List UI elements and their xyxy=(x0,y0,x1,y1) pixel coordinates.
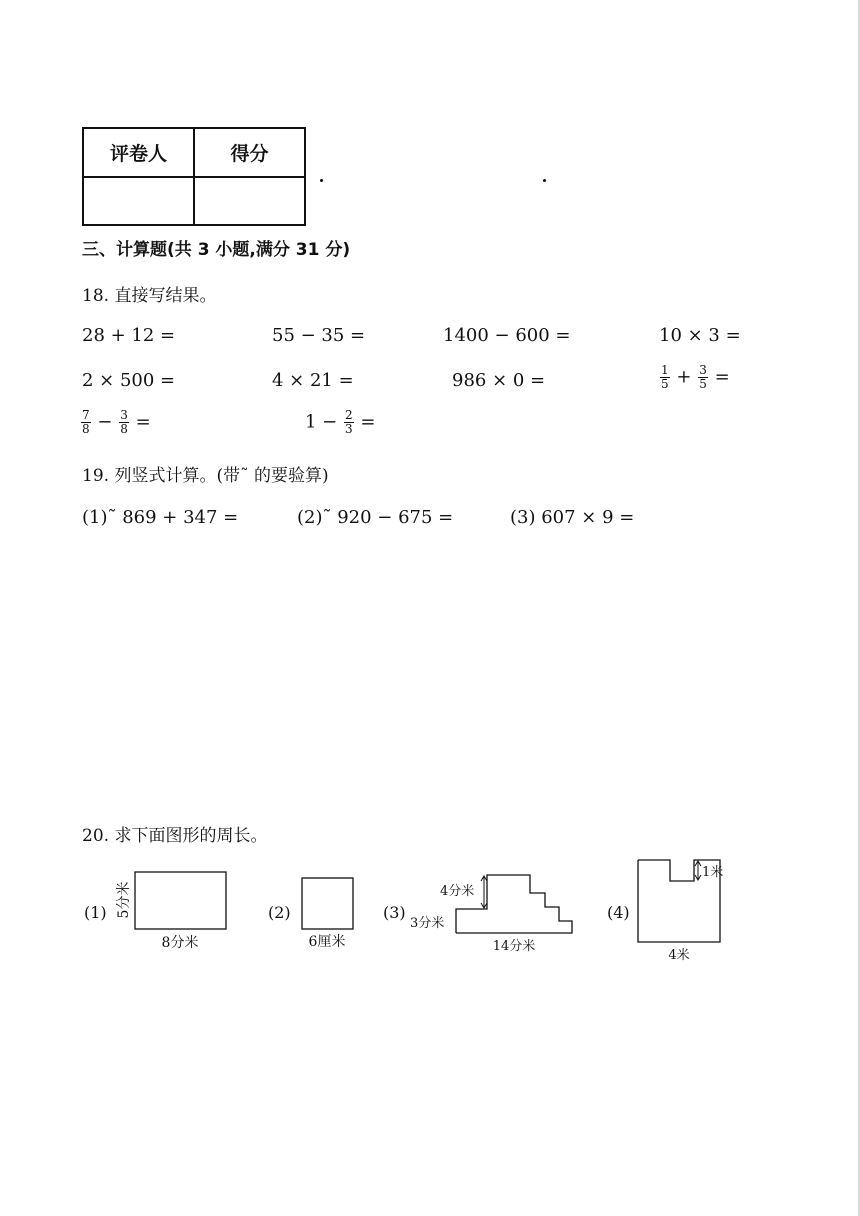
score-header: 得分 xyxy=(194,128,305,177)
fraction: $\frac{7}{8}$ xyxy=(82,408,90,437)
dimension-label: 5分米 xyxy=(116,881,132,919)
dimension-label: 14分米 xyxy=(492,939,536,954)
dimension-label: 1米 xyxy=(702,865,724,880)
q18-fraction-item: $\frac{1}{5}$ + $\frac{3}{5}$ = xyxy=(661,363,730,392)
dimension-label: 3分米 xyxy=(410,916,445,931)
q18-fraction-item: $\frac{7}{8}$ − $\frac{3}{8}$ = xyxy=(82,408,151,437)
score-cell xyxy=(194,177,305,225)
square-shape xyxy=(302,878,353,929)
dimension-label: 4米 xyxy=(668,948,690,963)
q18-prompt: 18. 直接写结果。 xyxy=(82,286,217,306)
q18-item: 2 × 500 = xyxy=(82,370,176,391)
q19-item: (2)˜ 920 − 675 = xyxy=(297,507,454,528)
q19-item: (3) 607 × 9 = xyxy=(510,507,635,528)
q19-item: (1)˜ 869 + 347 = xyxy=(82,507,239,528)
q18-fraction-item: 1 − $\frac{2}{3}$ = xyxy=(305,408,376,437)
dimension-label: 4分米 xyxy=(440,884,475,899)
figure-label: (1) xyxy=(84,903,107,922)
dot-mark xyxy=(320,179,323,182)
fraction: $\frac{1}{5}$ xyxy=(661,363,669,392)
figure-label: (2) xyxy=(268,903,291,922)
section-title: 三、计算题(共 3 小题,满分 31 分) xyxy=(82,240,351,260)
dimension-label: 8分米 xyxy=(161,935,199,951)
perimeter-figures xyxy=(0,850,860,970)
rectangle-shape xyxy=(135,872,226,929)
fraction: $\frac{3}{8}$ xyxy=(120,408,128,437)
q19-prompt: 19. 列竖式计算。(带˜ 的要验算) xyxy=(82,466,329,486)
grader-header: 评卷人 xyxy=(83,128,194,177)
q18-item: 986 × 0 = xyxy=(452,370,546,391)
fraction: $\frac{3}{5}$ xyxy=(699,363,707,392)
dimension-label: 6厘米 xyxy=(308,934,346,950)
q18-item: 4 × 21 = xyxy=(272,370,354,391)
grader-cell xyxy=(83,177,194,225)
fraction: $\frac{2}{3}$ xyxy=(345,408,353,437)
q18-item: 10 × 3 = xyxy=(659,325,741,346)
figure-label: (3) xyxy=(383,903,406,922)
dot-mark xyxy=(543,179,546,182)
q18-item: 28 + 12 = xyxy=(82,325,176,346)
figure-label: (4) xyxy=(607,903,630,922)
q20-prompt: 20. 求下面图形的周长。 xyxy=(82,826,268,846)
q18-item: 1400 − 600 = xyxy=(443,325,571,346)
score-table xyxy=(82,127,306,226)
q18-item: 55 − 35 = xyxy=(272,325,366,346)
